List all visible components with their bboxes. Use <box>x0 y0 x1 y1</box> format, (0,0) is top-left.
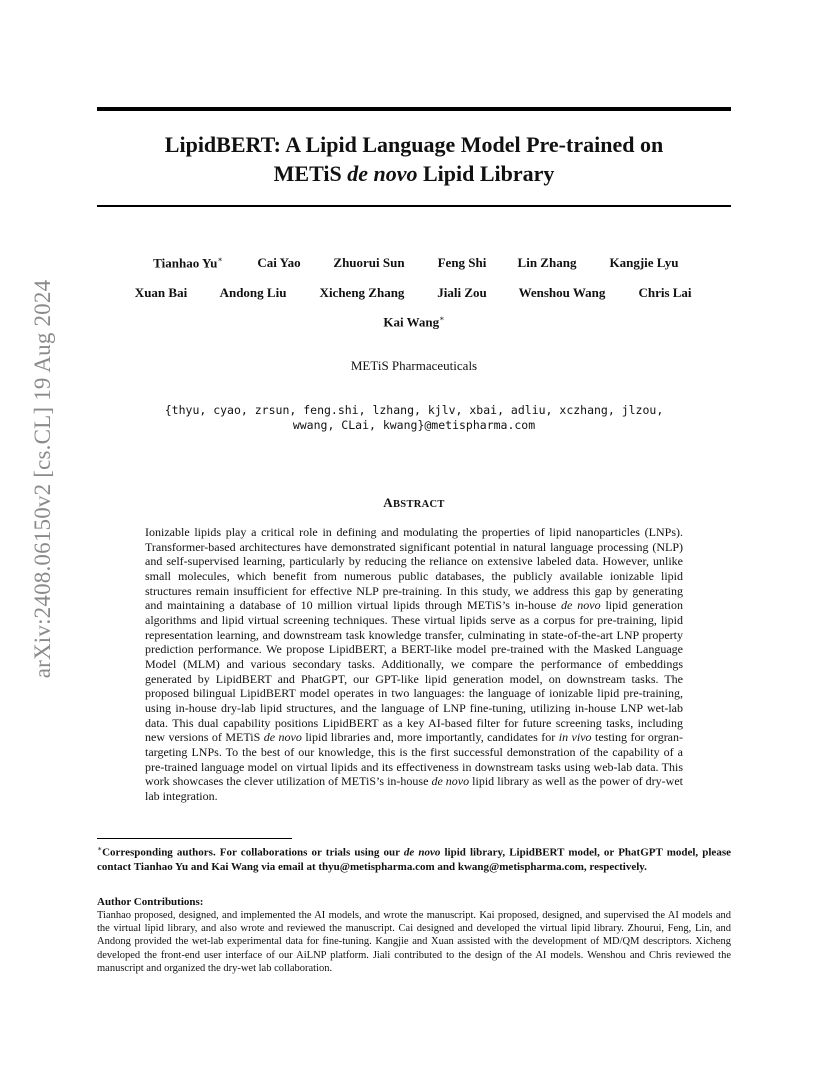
author: Xuan Bai <box>134 285 188 300</box>
author: Chris Lai <box>638 285 692 300</box>
author-emails <box>97 403 731 433</box>
contributions-heading: Author Contributions: <box>97 896 204 908</box>
title-bottom-rule <box>97 205 731 207</box>
paper-title <box>97 130 731 188</box>
footnote-mark: ∗ <box>97 844 103 853</box>
abstract-emphasis: de novo <box>431 774 470 789</box>
author: Zhuorui Sun <box>333 255 405 270</box>
affiliation: METiS Pharmaceuticals <box>350 358 478 373</box>
arxiv-identifier: arXiv:2408.06150v2 [cs.CL] 19 Aug 2024 <box>30 279 55 679</box>
title-line-2-em: de novo <box>347 161 418 186</box>
title-line-1: LipidBERT: A Lipid Language Model Pre-trained on <box>164 132 664 157</box>
abstract-heading-rest: BSTRACT <box>393 499 445 510</box>
title-line-2-post: Lipid Library <box>417 161 555 186</box>
footnote-emphasis: de novo <box>403 846 441 859</box>
abstract-emphasis: in vivo <box>558 730 592 745</box>
author: Xicheng Zhang <box>319 285 405 300</box>
abstract-text: Ionizable lipids play a critical role in defining and modulating the properties of lipid nanoparticles (LNPs). Transformer-based architectures have demonstrated significant potential in natural language processing (NLP) and self-supervised learning, particularly by reducing the reliance on extensive labeled data. However, unlike small molecules, which benefit from numerous public databases, the publicly available ionizable lipid structures remain insufficient for effective NLP pre-training. In this study, we address this gap by generating and maintaining a database of 10 million virtual lipids through METiS’s in-house <box>145 525 683 613</box>
abstract-heading <box>97 495 731 511</box>
abstract-heading-initial: A <box>383 495 393 510</box>
author <box>383 314 444 330</box>
author: Kangjie Lyu <box>609 255 679 270</box>
footnote-rule <box>97 838 292 839</box>
corresponding-footnote <box>97 842 731 874</box>
abstract-text: lipid generation algorithms and lipid virtual screening techniques. These virtual lipids serve as a corpus for pre-training, lipid representation learning, and downstream task knowledge transfer, culminating in state-of-the-art LNP property prediction performance. We propose LipidBERT, a BERT-like model pre-trained with the Masked Language Model (MLM) and various secondary tasks. Additionally, we compare the performance of embeddings generated by LipidBERT and PhatGPT, our GPT-like lipid generation model, on downstream tasks. The proposed bilingual LipidBERT model operates in two languages: the language of ionizable lipid pre-training, using in-house dry-lab lipid structures, and the language of LNP fine-tuning, utilizing in-house LNP wet-lab data. This dual capability positions LipidBERT as a key AI-based filter for future screening tasks, including new versions of METiS <box>145 598 683 745</box>
corresponding-mark: ∗ <box>217 255 223 264</box>
author: Wenshou Wang <box>518 285 606 300</box>
title-top-rule <box>97 107 731 111</box>
author: Cai Yao <box>257 255 301 270</box>
author-name: Kai Wang <box>383 314 440 330</box>
author: Jiali Zou <box>437 285 487 300</box>
corresponding-mark: ∗ <box>439 314 445 323</box>
footnote-text: Corresponding authors. For collaborations or trials using our <box>102 846 404 859</box>
emails-line-1: {thyu, cyao, zrsun, feng.shi, lzhang, kjlv, xbai, adliu, xczhang, jlzou, <box>164 403 664 417</box>
author-name: Tianhao Yu <box>153 255 218 271</box>
abstract-body <box>145 525 683 803</box>
author: Feng Shi <box>437 255 487 270</box>
abstract-emphasis: de novo <box>561 598 601 613</box>
title-line-2 <box>97 159 731 188</box>
emails-line-2: wwang, CLai, kwang}@metispharma.com <box>292 418 536 432</box>
abstract-text: lipid libraries and, more importantly, candidates for <box>301 730 559 745</box>
abstract-text: testing for orgran-targeting LNPs. To the best of our knowledge, this is the first successful demonstration of the capability of a pre-trained language model on virtual lipids and its effectiveness in downstream tasks using web-lab data. This work showcases the clever utilization of METiS’s in-house <box>145 730 684 789</box>
title-line-2-pre: METiS <box>273 161 348 186</box>
abstract-emphasis: de novo <box>263 730 302 745</box>
contributions-text: Tianhao proposed, designed, and implemented the AI models, and wrote the manuscript. Kai proposed, designed, and supervised the AI models and the virtual lipid library, and also wrote and reviewed the manuscript. Cai designed and developed the virtual lipid library. Zhourui, Feng, Lin, and Andong provided the wet-lab experimental data for fine-tuning. Kangjie and Xuan assisted with the development of MD/QM descriptors. Xicheng developed the front-end user interface of our AiLNP platform. Jiali contributed to the design of the AI models. Wenshou and Chris reviewed the manuscript and organized the dry-wet lab collaboration. <box>97 910 731 974</box>
footnote-text: lipid library, LipidBERT model, or PhatGPT model, please contact Tianhao Yu and Kai Wang via email at thyu@metispharma.com and kwang@metispharma.com, respectively. <box>97 846 731 873</box>
author <box>153 255 223 271</box>
author: Andong Liu <box>219 285 287 300</box>
author: Lin Zhang <box>517 255 577 270</box>
abstract-text: lipid library as well as the power of dry-wet lab integration. <box>145 774 684 803</box>
